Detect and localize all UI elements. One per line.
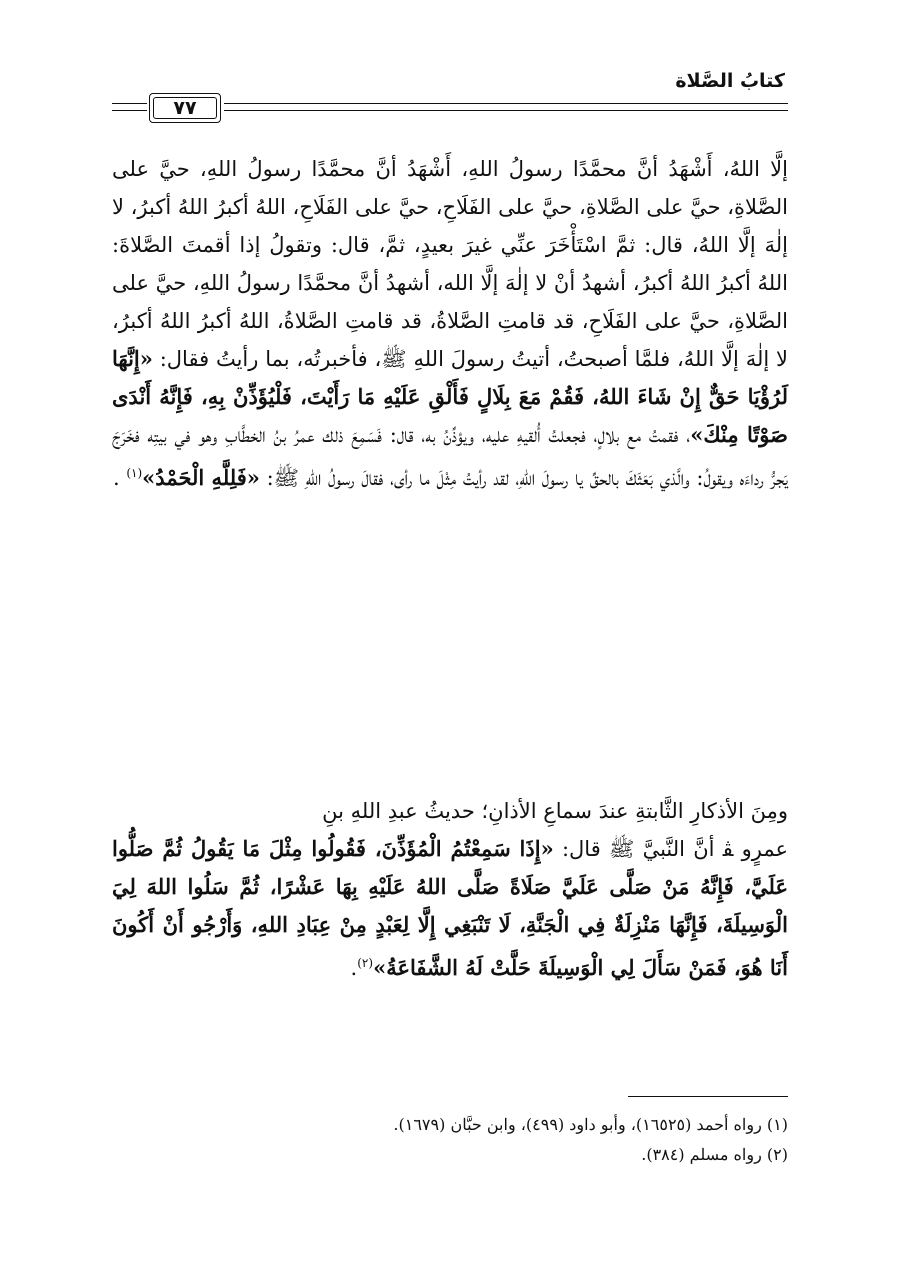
footnote-ref-1[interactable]: (١) xyxy=(126,466,143,480)
page-number-frame xyxy=(149,93,221,123)
page-number-ornament xyxy=(112,93,788,125)
adhkar-intro: ومِنَ الأذكارِ الثَّابتةِ عندَ سماعِ الأذانِ؛ حديثُ عبدِ اللهِ بنِ xyxy=(322,799,788,823)
footnotes xyxy=(112,1110,788,1170)
footnote-separator xyxy=(628,1096,788,1097)
paragraph-end-2: . xyxy=(350,956,358,980)
page-number: ٧٧ xyxy=(153,97,217,119)
header-double-rule-right xyxy=(224,103,788,111)
running-title: كتابُ الصَّلاة xyxy=(675,70,785,92)
paragraph-adhkar xyxy=(112,792,788,987)
footnote-2: (٢) رواه مسلم (٣٨٤). xyxy=(641,1145,788,1164)
header-double-rule-left xyxy=(112,103,147,111)
hadith-quote-2: «فَلِلَّهِ الْحَمْدُ» xyxy=(142,465,260,490)
hadith-quote-1: «إِنَّهَا لَرُؤْيَا حَقٌّ إِنْ شَاءَ اللهُ، فَقُمْ مَعَ بِلَالٍ فَأَلْقِ عَلَيْهِ مَا رَأَيْتَ، فَلْيُؤَذِّنْ بِهِ، فَإِنَّهُ أَنْدَى صَوْتًا مِنْكَ» xyxy=(112,346,788,447)
paragraph-adhan-narration xyxy=(112,150,788,497)
footnote-1: (١) رواه أحمد (١٦٥٢٥)، وأبو داود (٤٩٩)، وابن حبَّان (١٦٧٩). xyxy=(393,1115,788,1134)
footnote-ref-2[interactable]: (٢) xyxy=(357,956,374,970)
adhkar-narrator: عمرٍو ﭭ أنَّ النَّبيَّ ﷺ قال: xyxy=(553,837,788,861)
hadith-quote-3: «إِذَا سَمِعْتُمُ الْمُؤَذِّنَ، فَقُولُوا مِثْلَ مَا يَقُولُ ثُمَّ صَلُّوا عَلَيَّ، فَإِنَّهُ مَنْ صَلَّى عَلَيَّ صَلَاةً صَلَّى اللهُ عَلَيْهِ بِهَا عَشْرًا، ثُمَّ سَلُوا اللهَ لِيَ الْوَسِيلَةَ، فَإِنَّهَا مَنْزِلَةٌ فِي الْجَنَّةِ، لَا تَنْبَغِي إِلَّا لِعَبْدٍ مِنْ عِبَادِ اللهِ، وَأَرْجُو أَنْ أَكُونَ أَنَا هُوَ، فَمَنْ سَأَلَ لِي الْوَسِيلَةَ حَلَّتْ لَهُ الشَّفَاعَةُ» xyxy=(112,836,788,980)
narration-text-2: ، فقمتُ مع بلالٍ، فجعلتُ أُلقيهِ عليه، ويؤذِّنُ به، قال: فَسَمِعَ ذلك عمرُ بنُ الخطَّابِ وهو في بيتِه فخَرَجَ يَجرُّ رداءَه ويقولُ: والَّذي بَعَثَكَ بالحقِّ يا رسولَ اللهِ، لقد رأيتُ مِثْلَ ما رأى، فقالَ رسولُ اللهِ ﷺ: xyxy=(112,423,788,490)
paragraph-end-1: . xyxy=(112,466,127,490)
narration-text-1: إلَّا اللهُ، أَشْهَدُ أنَّ محمَّدًا رسولُ اللهِ، أَشْهَدُ أنَّ محمَّدًا رسولُ اللهِ، حيَّ على الصَّلاةِ، حيَّ على الصَّلاةِ، حيَّ على الفَلَاحِ، حيَّ على الفَلَاحِ، اللهُ أكبرُ اللهُ أكبرُ، لا إلٰهَ إلَّا اللهُ، قال: ثمَّ اسْتَأْخَرَ عنِّي غيرَ بعيدٍ، ثمَّ، قال: وتقولُ إذا أقمتَ الصَّلاةَ: اللهُ أكبرُ اللهُ أكبرُ، أشهدُ أنْ لا إلٰهَ إلَّا الله، أشهدُ أنَّ محمَّدًا رسولُ اللهِ، حيَّ على الصَّلاةِ، حيَّ على الفَلَاحِ، قد قامتِ الصَّلاةُ، قد قامتِ الصَّلاةُ، اللهُ أكبرُ اللهُ أكبرُ، لا إلٰهَ إلَّا اللهُ، فلمَّا أصبحتُ، أتيتُ رسولَ اللهِ ﷺ، فأخبرتُه، بما رأيتُ فقال: xyxy=(112,157,788,371)
